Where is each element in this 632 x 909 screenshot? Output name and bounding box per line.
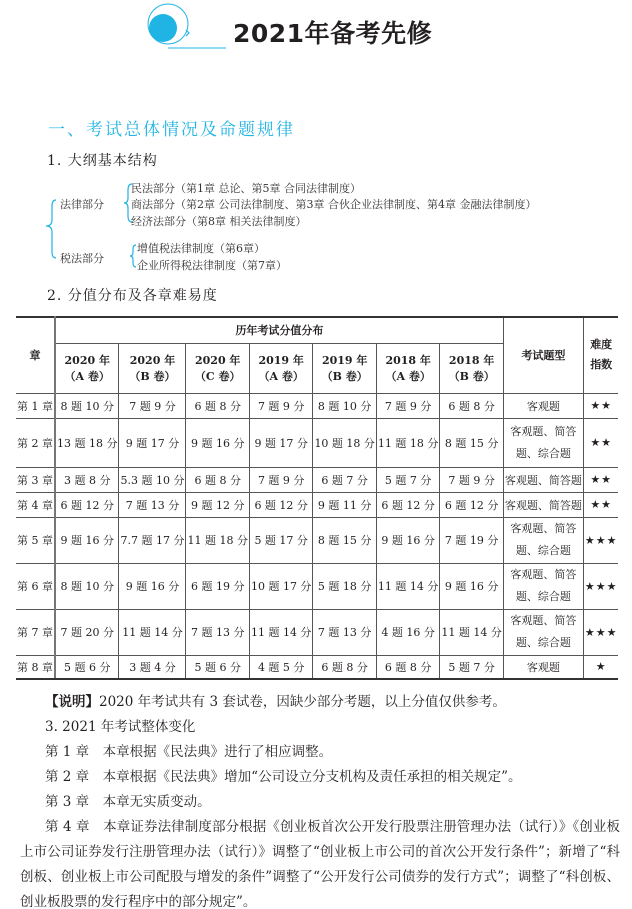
circle-decoration-icon xyxy=(146,2,226,54)
difficulty-stars: ★★ xyxy=(583,467,618,492)
changes-heading: 3. 2021 年考试整体变化 xyxy=(45,719,196,735)
page-title: 2021年备考先修 xyxy=(233,19,433,48)
header-year-col: 2020 年 （A 卷） xyxy=(55,343,119,393)
outline-item: 商法部分（第2章 公司法律制度、第3章 合伙企业法律制度、第4章 金融法律制度） xyxy=(131,198,537,211)
table-row: 第 4 章 6 题 12 分 7 题 13 分 9 题 12 分 6 题 12 分 9 题 11 分 6 题 12 分 6 题 12 分 客观题、简答题 ★★ xyxy=(16,492,618,517)
difficulty-stars: ★★★ xyxy=(583,609,618,655)
change-item: 第 4 章 本章证券法律制度部分根据《创业板首次公开发行股票注册管理办法（试行）》《创业板上市公司证券发行注册管理办法（试行）》调整了“创业板上市公司的首次公开发行条件”；新增了“科创板、创业板上市公司配股与增发的条件”调整了“公开发行公司债券的发行方式”；调整了“科创板、创业板股票的发行程序中的部分规定”。 xyxy=(20,819,621,909)
outline-item: 民法部分（第1章 总论、第5章 合同法律制度） xyxy=(131,182,361,195)
page-header xyxy=(0,0,632,60)
difficulty-stars: ★ xyxy=(583,655,618,679)
remark: 【说明】2020 年考试共有 3 套试卷，因缺少部分考题，以上分值仅供参考。 xyxy=(45,694,506,710)
change-item: 第 3 章 本章无实质变动。 xyxy=(45,794,211,810)
difficulty-stars: ★★★ xyxy=(583,517,618,563)
outline-group-label: 税法部分 xyxy=(60,252,104,265)
header-year-col: 2020 年 （B 卷） xyxy=(119,343,186,393)
header-difficulty: 难度指数 xyxy=(583,317,618,393)
outline-item: 企业所得税法律制度（第7章） xyxy=(137,259,287,272)
outline-item: 增值税法律制度（第6章） xyxy=(137,242,265,255)
outline-item: 经济法部分（第8章 相关法律制度） xyxy=(131,215,307,228)
distribution-heading: 2. 分值分布及各章难易度 xyxy=(47,288,218,304)
table-row: 第 6 章 8 题 10 分 9 题 16 分 6 题 19 分 10 题 17 分 5 题 18 分 11 题 14 分 9 题 16 分 客观题、简答题、综合题 ★★★ xyxy=(16,563,618,609)
table-row: 第 8 章 5 题 6 分 3 题 4 分 5 题 6 分 4 题 5 分 6 题 8 分 6 题 8 分 5 题 7 分 客观题 ★ xyxy=(16,655,618,679)
header-year-col: 2019 年 （B 卷） xyxy=(313,343,376,393)
difficulty-stars: ★★★ xyxy=(583,563,618,609)
header-year-col: 2018 年 （B 卷） xyxy=(440,343,503,393)
difficulty-stars: ★★ xyxy=(583,393,618,418)
table-row: 第 7 章 7 题 20 分 11 题 14 分 7 题 13 分 11 题 14 分 7 题 13 分 4 题 16 分 11 题 14 分 客观题、简答题、综合题 ★★★ xyxy=(16,609,618,655)
outline-heading: 1. 大纲基本结构 xyxy=(47,153,158,169)
section-title: 一、考试总体情况及命题规律 xyxy=(48,120,295,140)
table-row: 第 2 章 13 题 18 分 9 题 17 分 9 题 16 分 9 题 17 分 10 题 18 分 11 题 18 分 8 题 15 分 客观题、简答题、综合题 ★★ xyxy=(16,418,618,467)
difficulty-stars: ★★ xyxy=(583,492,618,517)
notes-section xyxy=(20,690,620,909)
table-row: 第 1 章 8 题 10 分 7 题 9 分 6 题 8 分 7 题 9 分 8 题 10 分 7 题 9 分 6 题 8 分 客观题 ★★ xyxy=(16,393,618,418)
outline-tree xyxy=(40,178,600,274)
header-score-history: 历年考试分值分布 xyxy=(55,317,503,343)
header-question-type: 考试题型 xyxy=(503,317,583,393)
table-row: 第 3 章 3 题 8 分 5.3 题 10 分 6 题 8 分 7 题 9 分 6 题 7 分 5 题 7 分 7 题 9 分 客观题、简答题 ★★ xyxy=(16,467,618,492)
table-row: 第 5 章 9 题 16 分 7.7 题 17 分 11 题 18 分 5 题 17 分 8 题 15 分 9 题 16 分 7 题 19 分 客观题、简答题、综合题 ★★★ xyxy=(16,517,618,563)
change-item: 第 2 章 本章根据《民法典》增加“公司设立分支机构及责任承担的相关规定”。 xyxy=(45,769,522,785)
header-year-col: 2018 年 （A 卷） xyxy=(376,343,439,393)
change-item: 第 1 章 本章根据《民法典》进行了相应调整。 xyxy=(45,744,333,760)
score-distribution-table xyxy=(16,316,618,680)
difficulty-stars: ★★ xyxy=(583,418,618,467)
header-year-col: 2019 年 （A 卷） xyxy=(249,343,312,393)
header-chapter: 章 xyxy=(16,317,55,393)
header-year-col: 2020 年 （C 卷） xyxy=(186,343,249,393)
outline-group-label: 法律部分 xyxy=(60,198,104,211)
